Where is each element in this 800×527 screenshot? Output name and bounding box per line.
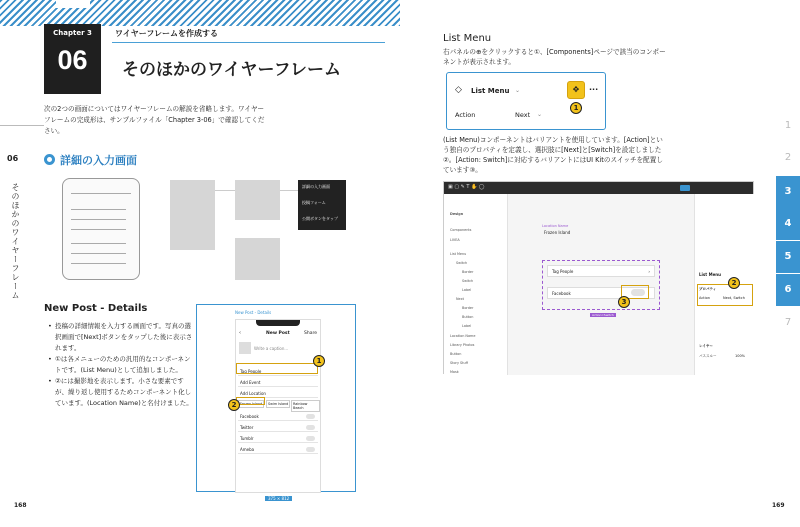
row-tag-people[interactable]: Tag People	[238, 367, 318, 376]
chapter-label: Chapter 3	[53, 29, 92, 37]
opacity[interactable]: 100%	[735, 354, 746, 358]
callout-2: 2	[728, 277, 740, 289]
layer-item[interactable]: Next	[456, 297, 464, 301]
chevron-down-icon[interactable]: ⌄	[515, 87, 521, 94]
wireframe-thumb	[235, 238, 280, 280]
variant-next[interactable]	[547, 265, 655, 277]
chevron-down-icon[interactable]: ⌄	[537, 111, 543, 118]
toggle[interactable]	[306, 425, 315, 430]
body-text: (List Menu)コンポーネントはバリアントを使用しています。[Action]という独自のプロパティを定義し、選択肢に[Next]と[Switch]を設定しました②。[Action: Switch]に対応するバリアントにはUI Kitのスイッチを配置しています③。	[443, 136, 663, 174]
sketch-line	[71, 243, 126, 244]
dark-item: 投稿フォーム	[302, 200, 326, 205]
row-label: Facebook	[240, 414, 259, 419]
divider	[112, 42, 385, 43]
toggle[interactable]	[306, 447, 315, 452]
dark-item: 公開ボタンをタップ	[302, 216, 338, 221]
layers-panel	[444, 194, 508, 375]
layer-item[interactable]: Label	[462, 288, 472, 292]
chapter-tab[interactable]: 6	[776, 274, 800, 306]
callout-1: 1	[570, 102, 582, 114]
layer-item[interactable]: Switch	[462, 279, 474, 283]
back-icon[interactable]: ‹	[239, 330, 241, 336]
phone-figure	[196, 304, 356, 501]
toggle[interactable]	[306, 436, 315, 441]
location-value: Frozen Island	[544, 230, 571, 235]
share-button[interactable]	[680, 185, 690, 191]
chapter-subtitle: ワイヤーフレームを作成する	[115, 29, 219, 38]
phone-screen	[235, 319, 321, 493]
frame-label: New Post - Details	[235, 310, 272, 315]
notch	[256, 320, 300, 326]
layer-item[interactable]: Border	[462, 306, 474, 310]
location-name-label: Location Name	[542, 224, 569, 228]
layer-item[interactable]: Button	[462, 315, 474, 319]
wireframe-dark-thumb	[298, 180, 346, 230]
chevron-right-icon: ›	[648, 269, 650, 274]
blend-mode[interactable]: パススルー	[699, 354, 717, 358]
location-chip[interactable]: Swim Island	[268, 402, 289, 406]
dark-item: 詳細の入力画面	[302, 184, 330, 189]
phone-title: New Post	[266, 331, 290, 336]
section-bullet-icon	[44, 154, 55, 165]
chapter-tab[interactable]: 1	[784, 120, 792, 131]
variant-set[interactable]	[542, 260, 660, 310]
go-to-main-component-icon[interactable]: ✥	[567, 81, 585, 99]
subheading: New Post - Details	[44, 303, 148, 314]
size-badge: 375 × 812	[265, 496, 292, 501]
intro-text: 次の2つの画面についてはワイヤーフレームの解説を省略します。ワイヤーフレームの完成形は、サンプルファイル「Chapter 3-06」で確認してください。	[44, 105, 265, 135]
section-title: 詳細の入力画面	[60, 154, 137, 167]
location-chip[interactable]: Rainbow Beach	[291, 400, 320, 412]
list-menu-component	[455, 79, 599, 123]
callout-1: 1	[313, 355, 325, 367]
row-add-location[interactable]: Add Location	[238, 389, 318, 398]
figma-screenshot	[443, 181, 754, 374]
layer-section-label: レイヤー	[699, 344, 713, 348]
highlight-box	[236, 363, 318, 374]
page-number: 169	[772, 502, 785, 509]
toggle[interactable]	[306, 414, 315, 419]
layer-item[interactable]: Components	[450, 228, 472, 232]
chapter-tab-active[interactable]: 3	[776, 176, 800, 208]
list-menu-card	[446, 72, 606, 130]
properties-panel	[694, 194, 755, 375]
sketch-line	[71, 219, 126, 220]
variant-badge: Action=Switch	[592, 313, 614, 317]
row-share[interactable]	[238, 423, 318, 432]
variant-label: Tag People	[552, 269, 574, 274]
location-chip[interactable]: Frozen Island	[240, 402, 263, 406]
wireframe-thumb	[170, 180, 215, 250]
bullet-item: • ①は各メニューのための汎用的なコンポーネントです。(List Menu)として追加しました。	[48, 354, 193, 376]
component-icon: ◇	[455, 85, 462, 95]
layer-item[interactable]: Mask	[450, 370, 459, 374]
callout-3: 3	[618, 296, 630, 308]
layer-item[interactable]: List Menu	[450, 252, 467, 256]
body-text: 右パネルの⊕をクリックすると①、[Components]ページで該当のコンポーネントが表示されます。	[443, 48, 666, 66]
sketch-line	[71, 193, 131, 194]
component-title: List Menu	[699, 272, 721, 277]
bullet-item: • ②には撮影地を表示します。小さな要素ですが、繰り返し使用するためコンポーネント化しています。(Location Name)と名付けました。	[48, 376, 193, 409]
layer-item[interactable]: Story Stuff	[450, 361, 469, 365]
figma-menu-icon[interactable]: ▣ ▢ ✎ T ✋ ◯	[448, 184, 485, 190]
highlight-box	[236, 397, 265, 405]
flow-arrow	[215, 190, 235, 191]
layer-item[interactable]: Border	[462, 270, 474, 274]
flow-arrow	[280, 190, 298, 191]
props-label: プロパティ	[699, 287, 717, 291]
row-share[interactable]	[238, 412, 318, 421]
prop-label: Action	[455, 111, 476, 119]
switch-toggle[interactable]	[631, 289, 645, 296]
chapter-tab-mark	[56, 0, 90, 8]
chapter-number: 06	[57, 45, 88, 75]
layer-item[interactable]: Location Name	[450, 334, 476, 338]
chapter-box	[44, 24, 101, 94]
sketch-line	[71, 209, 126, 210]
section-heading: List Menu	[443, 33, 492, 44]
variant-label: Facebook	[552, 291, 571, 296]
figma-toolbar	[444, 182, 753, 194]
prop-value[interactable]: Next, Switch	[723, 296, 745, 300]
side-section-number: 06	[7, 154, 19, 163]
chapter-tab[interactable]: 2	[784, 152, 792, 163]
layer-item[interactable]: LIVEA	[450, 238, 460, 242]
component-title: List Menu	[471, 87, 510, 95]
sketch-line	[71, 229, 126, 230]
layer-item[interactable]: Library Photos	[450, 343, 475, 347]
hand-sketch	[62, 178, 140, 280]
row-label: Twitter	[240, 425, 254, 430]
share-button[interactable]: Share	[304, 331, 317, 336]
side-section-label: そのほかのワイヤーフレーム	[11, 183, 20, 300]
prop-select[interactable]: Next	[515, 111, 531, 119]
chapter-tab[interactable]: 4	[776, 208, 800, 240]
layer-item[interactable]: Switch	[456, 261, 468, 265]
more-icon[interactable]: ···	[589, 85, 599, 94]
callout-2: 2	[228, 399, 240, 411]
layer-item[interactable]: Label	[462, 324, 472, 328]
row-label: Ameba	[240, 447, 255, 452]
prop-action: Action	[699, 296, 710, 300]
sketch-line	[71, 263, 126, 264]
page-title: そのほかのワイヤーフレーム	[122, 60, 341, 80]
canvas	[508, 194, 694, 375]
layer-item[interactable]: Button	[450, 352, 462, 356]
photo-thumb	[239, 342, 251, 354]
wireframe-thumb	[235, 180, 280, 220]
chapter-tab[interactable]: 5	[776, 241, 800, 273]
page-number: 168	[14, 502, 27, 509]
row-add-event[interactable]: Add Event	[238, 378, 318, 387]
sketch-line	[71, 253, 126, 254]
chapter-tab[interactable]: 7	[784, 317, 792, 328]
caption-input[interactable]: Write a caption...	[254, 346, 289, 351]
bullet-list	[48, 321, 193, 409]
row-share[interactable]	[238, 434, 318, 443]
row-label: Tumblr	[240, 436, 254, 441]
bullet-item: • 投稿の詳細情報を入力する画面です。写真の選択画面で[Next]ボタンをタップした後に表示されます。	[48, 321, 193, 354]
divider	[0, 125, 44, 126]
row-share[interactable]	[238, 445, 318, 454]
layer-item[interactable]: Design	[450, 212, 464, 216]
